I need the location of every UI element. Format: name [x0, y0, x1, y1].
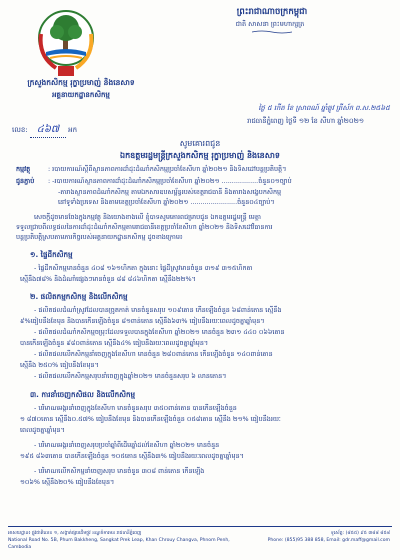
- addressee: ឯកឧត្តមរដ្ឋមន្ត្រីក្រសួងកសិកម្ម រុក្ខាប្រមាញ់ និងនេសាទ: [120, 151, 280, 160]
- reference-number: [12, 122, 77, 138]
- section-line: ស្មើនឹង ២៥០% ធៀបនឹងខែមុន។: [20, 361, 99, 369]
- kingdom-heading: ព្រះរាជាណាចក្រកម្ពុជា: [236, 7, 308, 17]
- department-name: អគ្គនាយកដ្ឋានកសិកម្ម: [52, 91, 110, 99]
- section-line: - ផលិតផលដំណាំកសិកម្មចម្រុះដែលទទួលបានក្នុងខែសីហា ឆ្នាំ២០២១ មានចំនួន ២៣១ ៤៤០ ០៦៦តោន: [34, 328, 285, 336]
- section-line: បានកើនឡើងចំនួន ៩៨០ពាន់តោន ស្មើនឹង៤% ធៀបនឹងរយៈពេលដូចគ្នាឆ្នាំមុន។: [20, 339, 209, 347]
- attachments-row: [16, 176, 388, 186]
- footer-contact: [260, 530, 390, 544]
- subject-text: : របាយការណ៍ស្តីពីស្ថានភាពការដាំដុះដំណាំកសិកម្មប្រចាំខែសីហា ឆ្នាំ២០២១ និងទិសដៅបន្តប្រតិបត្តិ។: [48, 165, 287, 173]
- section-line: ១ ៨៧០តោន ស្មើនឹង០.៥៧% ធៀបនឹងខែមុន និងបានកើនឡើងចំនួន ០៥៨តោន ស្មើនឹង ២១% ធៀបនឹងរយៈ: [20, 415, 281, 423]
- phone-khmer: ទូរស័ព្ទ: (៨៥៥) ៩៥ ៣៨៨ ៨៥៨: [330, 531, 390, 536]
- subject-row: [16, 164, 388, 174]
- subject-label: កម្មវត្ថុ: [16, 165, 31, 173]
- footer-divider: [8, 526, 392, 527]
- ornament-divider: [252, 30, 292, 34]
- attachment-line-1: : -របាយការណ៍ស្ថានភាពការដាំដុះដំណាំកសិកម្មប្រចាំខែសីហា ឆ្នាំ២០២១ ..................ចំនួន០១ច្បាប់: [48, 177, 292, 185]
- reference-value: ៤៦៧: [36, 124, 60, 135]
- section-line: ស្មើនឹង៧៨% និងដំណាំផ្សេងៗមានចំនួន ៨៨ ៨៤៦ហិកតា ស្មើនឹង២២%។: [20, 275, 196, 283]
- contact-english: Phone: (855)95 388 858, Email: gdr.maff@gmail.com: [267, 538, 390, 543]
- footer-address: [8, 530, 248, 551]
- section-heading: ២. ផលិតកម្មកសិកម្ម និងលើកសិកម្ម: [30, 292, 128, 301]
- section-line: - ផ្ទៃដីកសិកម្មមានចំនួន ៤០៨ ១៦១ហិកតា ក្នុងនោះ ផ្ទៃដីស្រូវមានចំនួន ៣១៩ ៣១៥ហិកតា: [34, 264, 253, 272]
- ministry-logo: [36, 8, 96, 78]
- salutation: សូមគោរពជូន: [179, 139, 221, 148]
- reference-label: លេខ:: [12, 126, 28, 134]
- lunar-date: ថ្ងៃ ៥ កើត ខែ ស្រាពណ៍ ឆ្នាំឆ្លូវ ត្រីស័ក ព.ស.២៥៦៥: [258, 104, 390, 112]
- intro-line-2: ទទួលជ្រាបពីលទ្ធផលនៃការដាំដុះដំណាំកសិកម្មតាមរាជធានីខេត្តប្រចាំខែសីហា ឆ្នាំ២០២១ និងទិសដៅវិធានការ: [16, 223, 273, 231]
- section-line: ១៩៥ ៨៦៣តោន បានកើនឡើងចំនួន ១០៥តោន ស្មើនឹង៣% ធៀបនឹងរយៈពេលដូចគ្នាឆ្នាំមុន។: [20, 452, 244, 460]
- section-line: - ផលិតផលលើកសិកម្មសរុបនាំចេញក្នុងឆ្នាំ២០២១ មានចំនួនសរុប ៦ លានតោន។: [34, 372, 227, 380]
- ministry-name: ក្រសួងកសិកម្ម រុក្ខាប្រមាញ់ និងនេសាទ: [27, 78, 135, 87]
- section-line: - បរិមាណអង្ករនាំចេញសរុបប្រចាំឆ្នាំពីដើមឆ្នាំដល់ខែសីហា ឆ្នាំ២០២១ មានចំនួន: [34, 441, 220, 449]
- solar-date: រាជធានីភ្នំពេញ ថ្ងៃទី ១២ ខែ សីហា ឆ្នាំ២០២១: [247, 117, 364, 125]
- section-line: ១០៦% ស្មើនឹង២០% ធៀបនឹងខែមុន។: [20, 478, 115, 486]
- section-heading: ៣. ការនាំចេញកសិផល និងលើកសិកម្ម: [30, 390, 136, 399]
- section-line: ៩%ធៀបនឹងខែមុន និងបានកើនឡើងចំនួន ៨១ពាន់តោន ស្មើនឹង៦៣% ធៀបនឹងរយៈពេលដូចគ្នាឆ្នាំមុន។: [20, 317, 265, 325]
- address-english: National Road No. 5B, Phum Bakkheng, Sangkat Prek Leap, Khan Chrouy Changva, Phnom Penh, Cambodia: [8, 538, 230, 550]
- section-line: ពេលដូចគ្នាឆ្នាំមុន។: [20, 426, 65, 434]
- attachment-line-2: -តារាងស្ថានភាពដំណាំកសិកម្ម តាមឯកសារឧបសម្ព័ន្ធរបស់ខេត្តរាជធានី និងតារាងសង្ខេបកសិកម្ម: [58, 188, 282, 196]
- address-khmer: អាសយដ្ឋាន៖ ផ្លូវជាតិលេខ ១, សង្កាត់ផ្សារដើមថ្កូវ ខណ្ឌចំការមន រាជធានីភ្នំពេញ: [8, 531, 142, 536]
- attachment-line-3: នៅទូទាំងប្រទេស និងតាមខេត្តប្រចាំខែសីហា ឆ្នាំ២០២១ .......................ចំនួន០៤ច្បាប់។: [58, 198, 275, 206]
- section-line: - បរិមាណលើកសិកម្មនាំចេញសរុប មានចំនួន ៣០៨ ពាន់តោន កើនឡើង: [34, 467, 205, 475]
- section-line: - ផលិតផលលើកសិកម្មនាំចេញក្នុងខែសីហា មានចំនួន ២៨០ពាន់តោន កើនឡើងចំនួន ១៤០ពាន់តោន: [34, 350, 273, 358]
- intro-line-3: បន្តប្រតិបត្តិស្របតាមភារកិច្ចរបស់អគ្គនាយកដ្ឋានកសិកម្ម ដូចខាងក្រោម៖: [16, 233, 183, 241]
- intro-line-1: សេចក្តីដូចមានចែងក្នុងកម្មវត្ថុ និងយោងខាងលើ ខ្ញុំបាទសូមគោរពជម្រាបជូន ឯកឧត្តមរដ្ឋមន្ត្រី មេត្តា: [34, 213, 261, 221]
- attachments-label: ជូនភ្ជាប់: [16, 177, 35, 185]
- section-line: - ផលិតផលដំណាំស្រូវដែលបានច្រូតកាត់ មានចំនួនសរុប ១០៩តោន កើនឡើងចំនួន ៦៨ពាន់តោន ស្មើនឹង: [34, 306, 282, 314]
- reference-suffix: អក: [68, 126, 78, 134]
- section-heading: ១. ផ្ទៃដីកសិកម្ម: [30, 250, 73, 259]
- national-motto: ជាតិ សាសនា ព្រះមហាក្សត្រ: [235, 20, 305, 28]
- section-line: - បរិមាណអង្ករនាំចេញក្នុងខែសីហា មានចំនួនសរុប ៣៥០ពាន់តោន បានកើនឡើងចំនួន: [34, 404, 237, 412]
